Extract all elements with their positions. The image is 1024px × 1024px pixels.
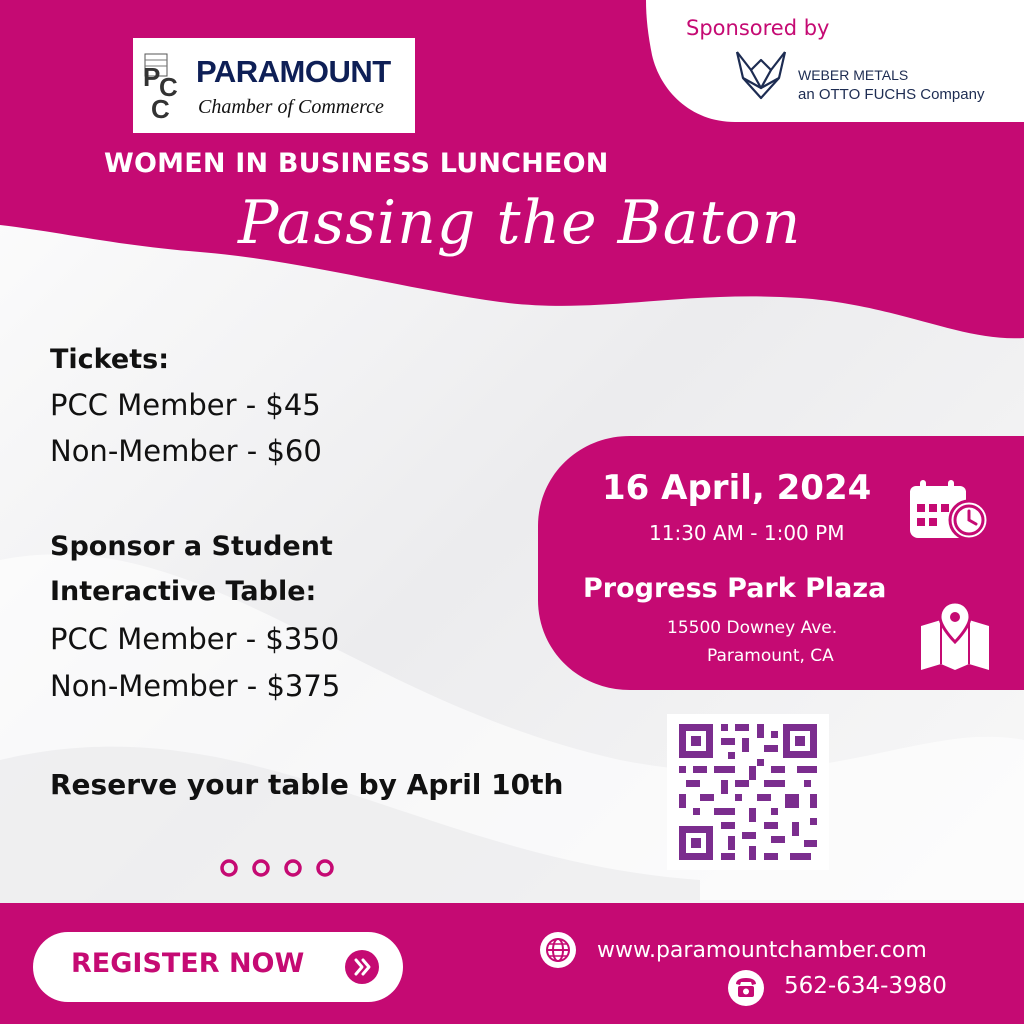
table-non-member-price: Non-Member - $375: [50, 669, 341, 703]
event-venue: Progress Park Plaza: [583, 573, 887, 604]
pcc-monogram-icon: [141, 52, 187, 122]
sponsor-table-heading-line2: Interactive Table:: [50, 576, 317, 607]
svg-text:C: C: [151, 94, 170, 122]
event-title: Passing the Baton: [238, 188, 802, 258]
event-time: 11:30 AM - 1:00 PM: [649, 521, 845, 545]
register-now-button[interactable]: [33, 932, 403, 1002]
fast-forward-icon: [345, 950, 379, 984]
logo-title: PARAMOUNT: [196, 54, 391, 89]
venue-address-line1: 15500 Downey Ave.: [667, 618, 838, 638]
event-kind-heading: WOMEN IN BUSINESS LUNCHEON: [104, 148, 609, 179]
logo-subtitle: Chamber of Commerce: [198, 96, 384, 118]
sponsored-by-label: Sponsored by: [686, 16, 830, 40]
reserve-deadline-note: Reserve your table by April 10th: [50, 768, 564, 801]
register-now-label: REGISTER NOW: [71, 948, 305, 979]
decorative-dots: [218, 857, 338, 879]
ticket-non-member-price: Non-Member - $60: [50, 434, 322, 468]
map-pin-icon: [919, 600, 991, 672]
svg-text:P: P: [143, 62, 161, 92]
sponsor-name: WEBER METALS: [798, 67, 909, 83]
tickets-heading: Tickets:: [50, 344, 169, 375]
calendar-clock-icon: [907, 478, 993, 542]
event-date: 16 April, 2024: [602, 468, 872, 508]
phone-number-link[interactable]: 562-634-3980: [784, 973, 947, 999]
paramount-chamber-logo: [133, 38, 415, 133]
fox-logo-icon: [733, 48, 789, 102]
phone-icon: [728, 970, 764, 1006]
venue-address-line2: Paramount, CA: [707, 646, 834, 666]
table-member-price: PCC Member - $350: [50, 622, 340, 656]
sponsor-table-heading-line1: Sponsor a Student: [50, 531, 333, 562]
svg-text:C: C: [159, 72, 178, 102]
globe-icon: [540, 932, 576, 968]
ticket-member-price: PCC Member - $45: [50, 388, 321, 422]
qr-code-icon[interactable]: [667, 714, 829, 870]
website-link[interactable]: www.paramountchamber.com: [597, 938, 927, 963]
sponsor-tagline: an OTTO FUCHS Company: [798, 86, 985, 103]
